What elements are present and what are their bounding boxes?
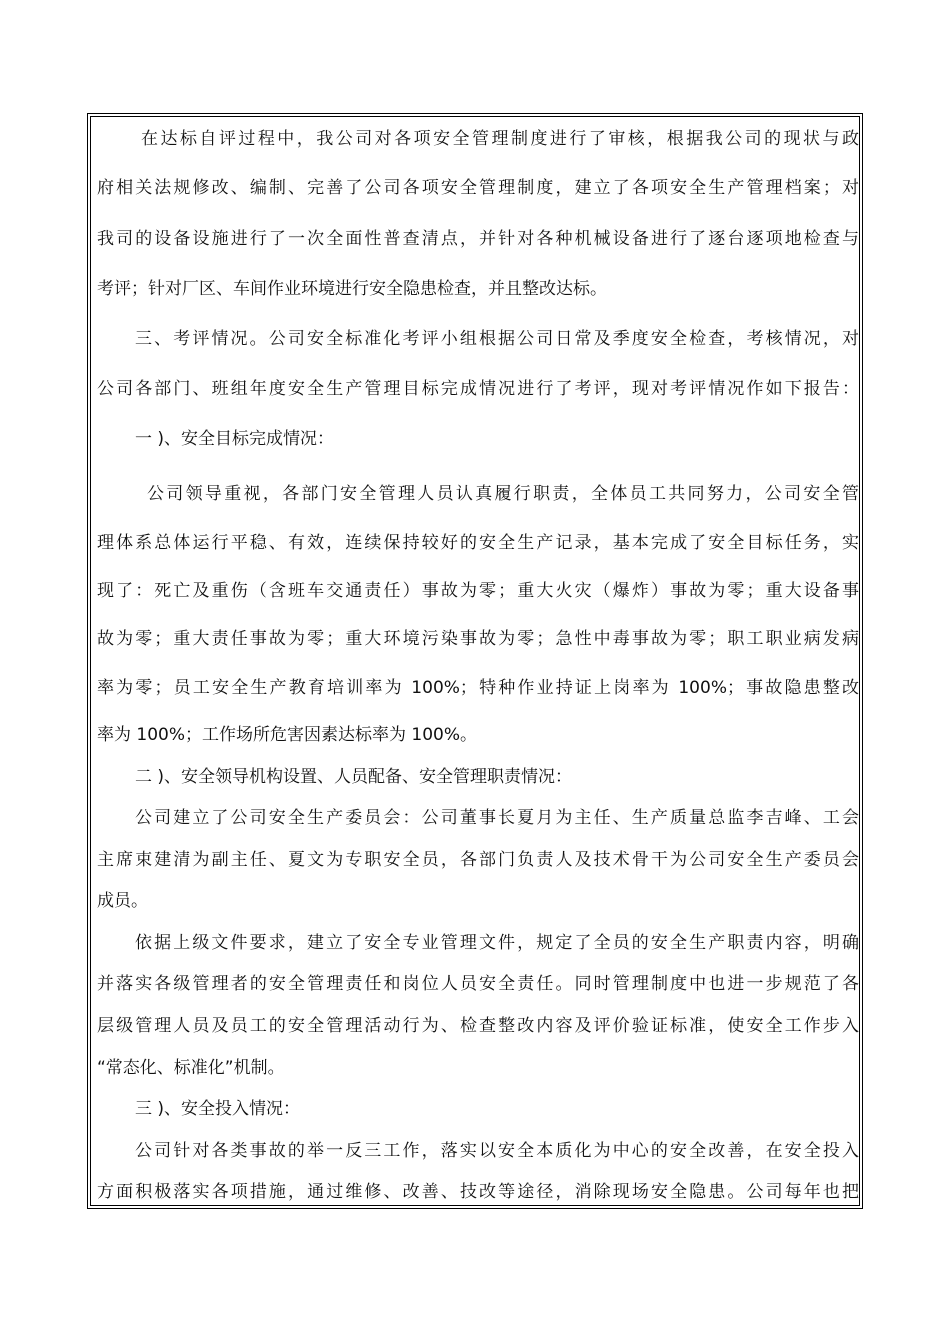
paragraph-line: 公司针对各类事故的举一反三工作，落实以安全本质化为中心的安全改善，在安全投入 — [135, 1141, 859, 1161]
section-heading: 三 )、安全投入情况： — [135, 1099, 301, 1119]
paragraph-line: 理体系总体运行平稳、有效，连续保持较好的安全生产记录，基本完成了安全目标任务，实 — [97, 533, 859, 553]
paragraph-line: 考评；针对厂区、车间作业环境进行安全隐患检查，并且整改达标。 — [97, 279, 607, 299]
paragraph-line: 率为零；员工安全生产教育培训率为 100%；特种作业持证上岗率为 100%；事故隐患整改 — [97, 678, 859, 698]
paragraph-line: 公司建立了公司安全生产委员会：公司董事长夏月为主任、生产质量总监李吉峰、工会 — [135, 808, 859, 828]
paragraph-line: 并落实各级管理者的安全管理责任和岗位人员安全责任。同时管理制度中也进一步规范了各 — [97, 974, 859, 994]
paragraph-line: 层级管理人员及员工的安全管理活动行为、检查整改内容及评价验证标准，使安全工作步入 — [97, 1016, 859, 1036]
paragraph-line: 府相关法规修改、编制、完善了公司各项安全管理制度，建立了各项安全生产管理档案；对 — [97, 178, 859, 198]
paragraph-line: 成员。 — [97, 891, 148, 911]
paragraph-line: “常态化、标准化”机制。 — [97, 1058, 285, 1078]
paragraph-line: 故为零；重大责任事故为零；重大环境污染事故为零；急性中毒事故为零；职工职业病发病 — [97, 629, 859, 649]
paragraph-line: 现了：死亡及重伤（含班车交通责任）事故为零；重大火灾（爆炸）事故为零；重大设备事 — [97, 581, 859, 601]
paragraph-line: 三、考评情况。公司安全标准化考评小组根据公司日常及季度安全检查，考核情况，对 — [135, 329, 859, 349]
section-heading: 二 )、安全领导机构设置、人员配备、安全管理职责情况： — [135, 767, 573, 787]
paragraph-line: 主席束建清为副主任、夏文为专职安全员，各部门负责人及技术骨干为公司安全生产委员会 — [97, 850, 859, 870]
paragraph-line: 我司的设备设施进行了一次全面性普查清点，并针对各种机械设备进行了逐台逐项地检查与 — [97, 229, 859, 249]
paragraph-line: 在达标自评过程中，我公司对各项安全管理制度进行了审核，根据我公司的现状与政 — [141, 129, 859, 149]
paragraph-line: 公司各部门、班组年度安全生产管理目标完成情况进行了考评，现对考评情况作如下报告： — [97, 379, 859, 399]
paragraph-line: 公司领导重视，各部门安全管理人员认真履行职责，全体员工共同努力，公司安全管 — [147, 484, 859, 504]
paragraph-line: 率为 100%；工作场所危害因素达标率为 100%。 — [97, 725, 478, 745]
paragraph-line: 方面积极落实各项措施，通过维修、改善、技改等途径，消除现场安全隐患。公司每年也把 — [97, 1182, 859, 1202]
paragraph-line: 依据上级文件要求，建立了安全专业管理文件，规定了全员的安全生产职责内容，明确 — [135, 933, 859, 953]
section-heading: 一 )、安全目标完成情况： — [135, 429, 335, 449]
